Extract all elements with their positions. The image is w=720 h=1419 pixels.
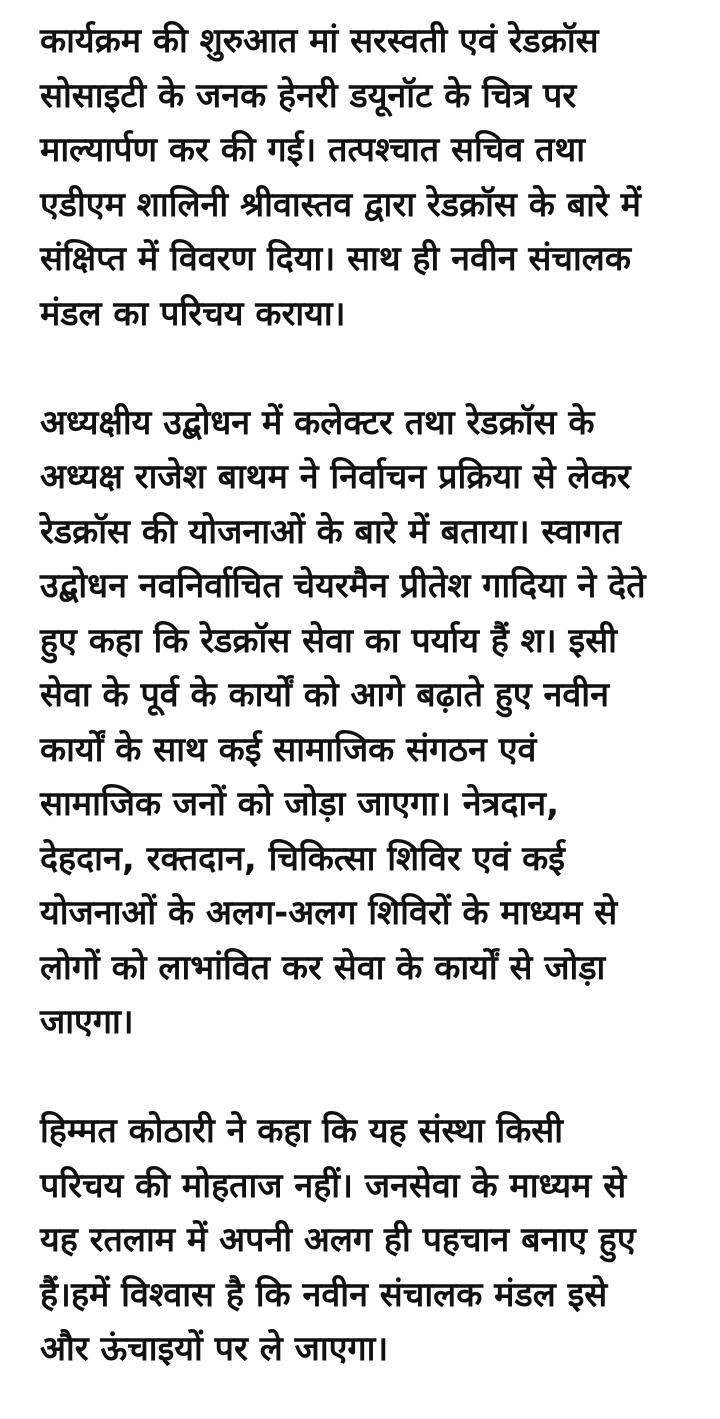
paragraph-3 xyxy=(40,1104,700,1377)
text-line: कार्यक्रम की शुरुआत मां सरस्वती एवं रेडक्रॉस xyxy=(40,21,599,61)
text-line: योजनाओं के अलग-अलग शिविरों के माध्यम से xyxy=(40,893,618,933)
text-line: अध्यक्ष राजेश बाथम ने निर्वाचन प्रक्रिया से लेकर xyxy=(40,457,631,497)
text-line: परिचय की मोहताज नहीं। जनसेवा के माध्यम से xyxy=(40,1165,627,1206)
text-line: और ऊंचाइयों पर ले जाएगा। xyxy=(40,1329,389,1369)
text-line: माल्यार्पण कर की गई। तत्पश्चात सचिव तथा xyxy=(40,130,586,170)
text-line: सामाजिक जनों को जोड़ा जाएगा। नेत्रदान, xyxy=(40,784,560,824)
text-line: एडीएम शालिनी श्रीवास्तव द्वारा रेडक्रॉस के बारे में xyxy=(40,184,641,225)
text-line: सेवा के पूर्व के कार्यों को आगे बढ़ाते हुए नवीन xyxy=(40,675,609,715)
article-body xyxy=(40,14,700,1377)
text-line: सोसाइटी के जनक हेनरी डयूनॉट के चित्र पर xyxy=(40,75,577,116)
text-line: उद्बोधन नवनिर्वाचित चेयरमैन प्रीतेश गादिया ने देते xyxy=(40,566,646,606)
text-line: कार्यों के साथ कई सामाजिक संगठन एवं xyxy=(40,729,537,770)
paragraph-2 xyxy=(40,396,700,1050)
text-line: अध्यक्षीय उद्बोधन में कलेक्टर तथा रेडक्रॉस के xyxy=(40,402,595,443)
text-line: देहदान, रक्तदान, चिकित्सा शिविर एवं कई xyxy=(40,838,565,879)
text-line: हुए कहा कि रेडक्रॉस सेवा का पर्याय हैं श। इसी xyxy=(40,620,617,661)
text-line: रेडक्रॉस की योजनाओं के बारे में बताया। स्वागत xyxy=(40,511,621,552)
text-line: हैं।हमें विश्वास है कि नवीन संचालक मंडल इसे xyxy=(40,1274,608,1315)
text-line: संक्षिप्त में विवरण दिया। साथ ही नवीन संचालक xyxy=(40,239,631,279)
text-line: लोगों को लाभांवित कर सेवा के कार्यों से जोड़ा xyxy=(40,947,606,988)
text-line: यह रतलाम में अपनी अलग ही पहचान बनाए हुए xyxy=(40,1220,636,1260)
text-line: मंडल का परिचय कराया। xyxy=(40,293,346,334)
text-line: हिम्मत कोठारी ने कहा कि यह संस्था किसी xyxy=(40,1111,564,1151)
text-line: जाएगा। xyxy=(40,1002,134,1042)
paragraph-1 xyxy=(40,14,700,341)
